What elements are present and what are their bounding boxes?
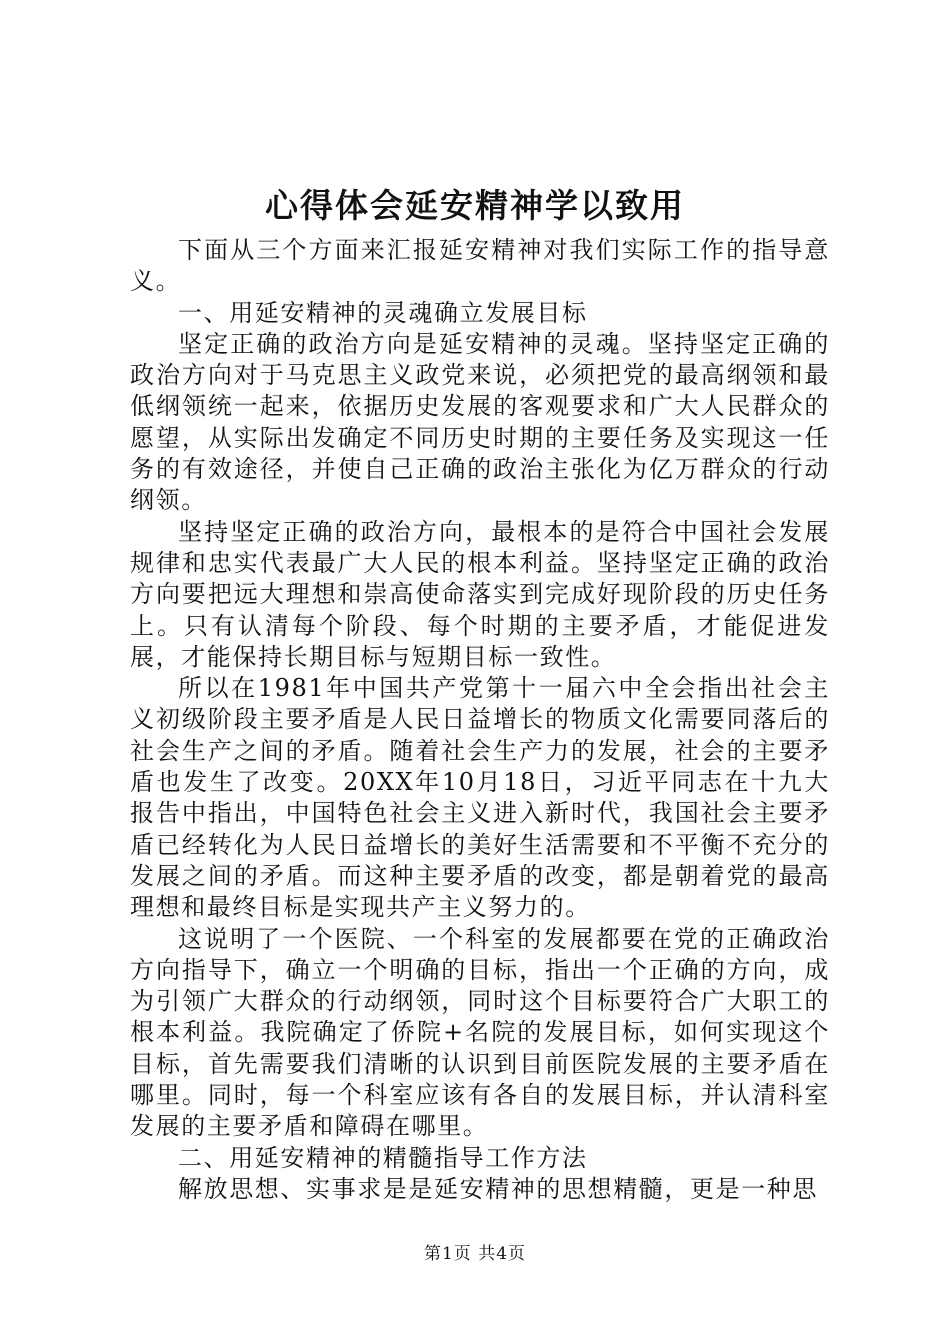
paragraph-1: 坚定正确的政治方向是延安精神的灵魂。坚持坚定正确的政治方向对于马克思主义政党来说，必须把党的最高纲领和最低纲领统一起来，依据历史发展的客观要求和广大人民群众的愿望，从实际出发确定不同历史时期的主要任务及实现这一任务的有效途径，并使自己正确的政治主张化为亿万群众的行动纲领。 (130, 329, 830, 515)
section-heading-2: 二、用延安精神的精髓指导工作方法 (178, 1143, 588, 1172)
document-title: 心得体会延安精神学以致用 (265, 186, 685, 225)
section-heading-1: 一、用延安精神的灵魂确立发展目标 (178, 298, 588, 327)
paragraph-2: 坚持坚定正确的政治方向，最根本的是符合中国社会发展规律和忠实代表最广大人民的根本利益。坚持坚定正确的政治方向要把远大理想和崇高使命落实到完成好现阶段的历史任务上。只有认清每个阶段、每个时期的主要矛盾，才能促进发展，才能保持长期目标与短期目标一致性。 (130, 517, 830, 671)
document-body (130, 235, 830, 1205)
paragraph-5: 解放思想、实事求是是延安精神的思想精髓，更是一种思 (178, 1174, 818, 1203)
intro-paragraph: 下面从三个方面来汇报延安精神对我们实际工作的指导意义。 (130, 236, 830, 296)
paragraph-3: 所以在1981年中国共产党第十一届六中全会指出社会主义初级阶段主要矛盾是人民日益增长的物质文化需要同落后的社会生产之间的矛盾。随着社会生产力的发展，社会的主要矛盾也发生了改变。20XX年10月18日，习近平同志在十九大报告中指出，中国特色社会主义进入新时代，我国社会主要矛盾已经转化为人民日益增长的美好生活需要和不平衡不充分的发展之间的矛盾。而这种主要矛盾的改变，都是朝着党的最高理想和最终目标是实现共产主义努力的。 (130, 674, 830, 922)
page-footer: 第1页 共4页 (423, 1244, 527, 1264)
paragraph-4: 这说明了一个医院、一个科室的发展都要在党的正确政治方向指导下，确立一个明确的目标，指出一个正确的方向，成为引领广大群众的行动纲领，同时这个目标要符合广大职工的根本利益。我院确定了侨院+名院的发展目标，如何实现这个目标，首先需要我们清晰的认识到目前医院发展的主要矛盾在哪里。同时，每一个科室应该有各自的发展目标，并认清科室发展的主要矛盾和障碍在哪里。 (130, 924, 830, 1141)
